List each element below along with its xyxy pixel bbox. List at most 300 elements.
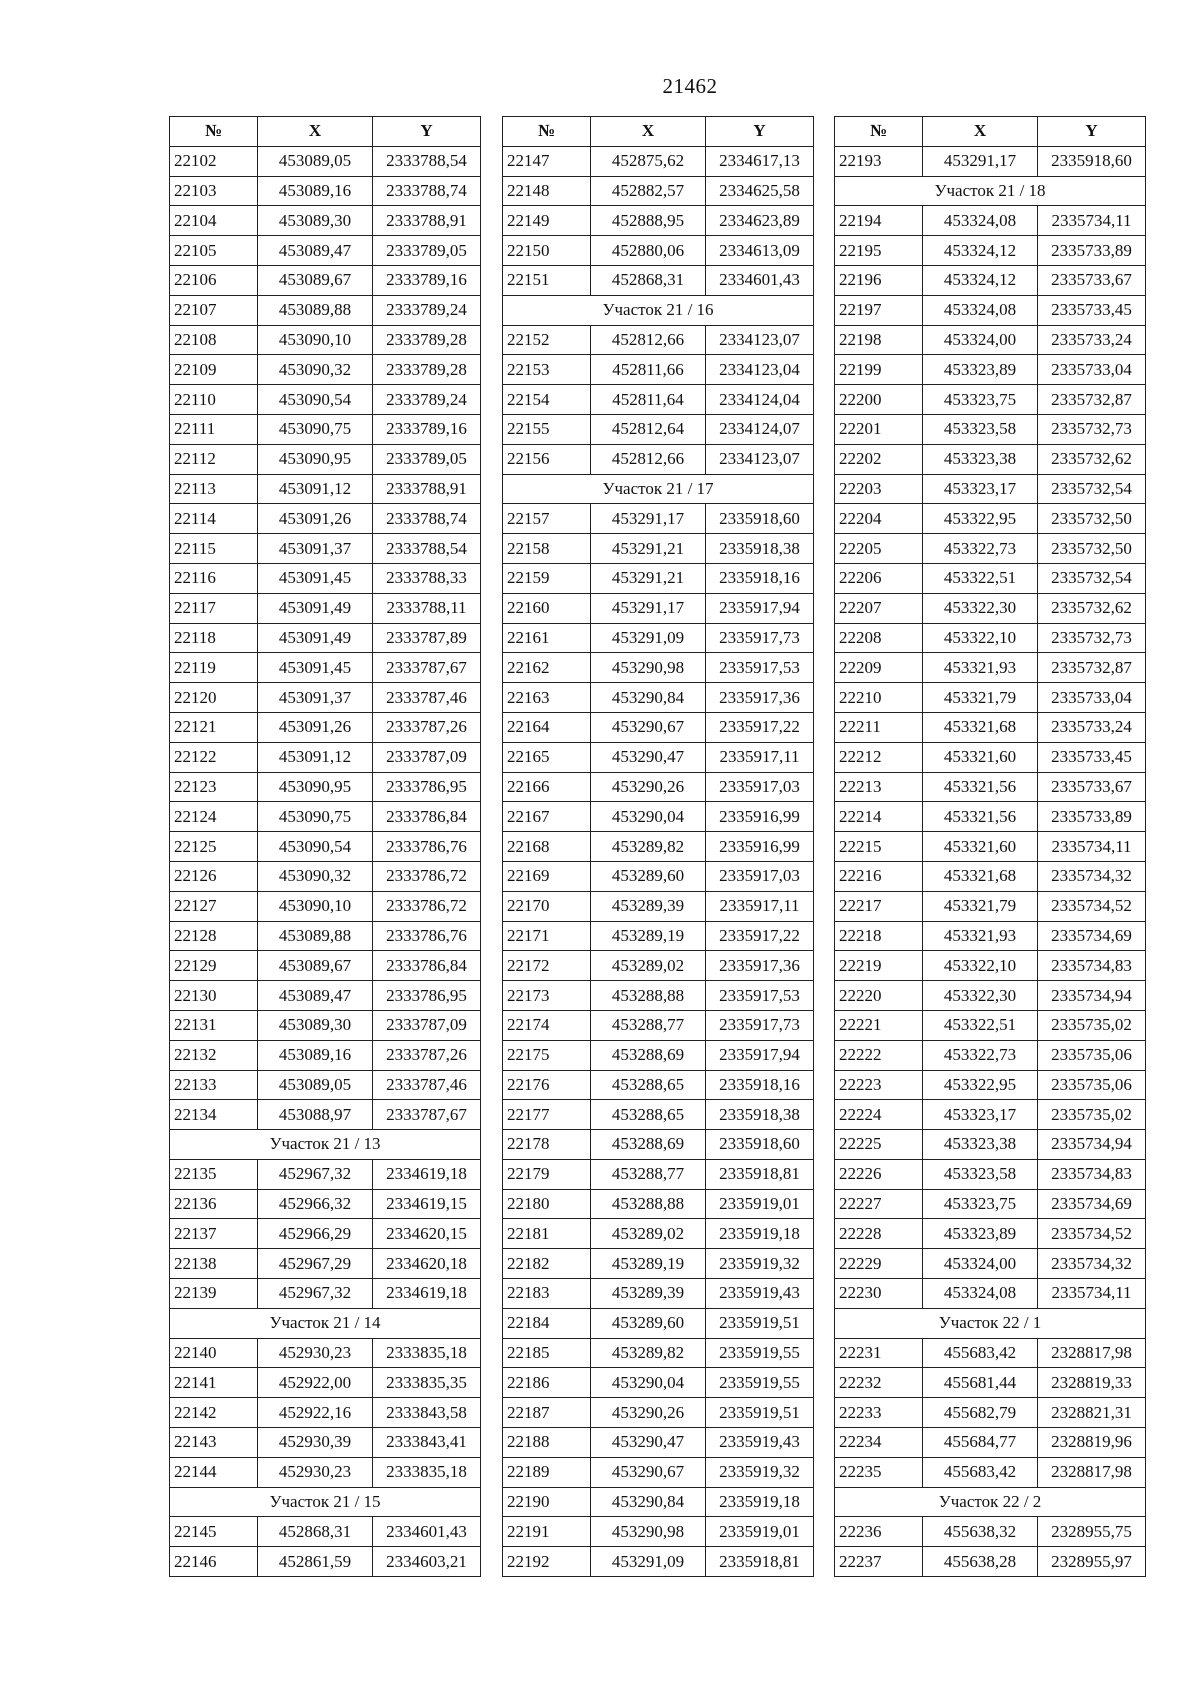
point-number-cell: 22207 (835, 593, 923, 623)
x-coordinate-cell: 452967,32 (258, 1159, 373, 1189)
point-number-cell: 22133 (170, 1070, 258, 1100)
y-coordinate-cell: 2334623,89 (706, 206, 814, 236)
point-number-cell: 22191 (503, 1517, 591, 1547)
table-row (503, 206, 814, 236)
header-number: № (503, 117, 591, 147)
y-coordinate-cell: 2335917,22 (706, 921, 814, 951)
x-coordinate-cell: 452930,23 (258, 1338, 373, 1368)
y-coordinate-cell: 2333788,74 (373, 504, 481, 534)
x-coordinate-cell: 453089,30 (258, 1010, 373, 1040)
point-number-cell: 22201 (835, 414, 923, 444)
table-row (835, 593, 1146, 623)
x-coordinate-cell: 453323,17 (923, 474, 1038, 504)
point-number-cell: 22226 (835, 1159, 923, 1189)
table-row (503, 1279, 814, 1309)
x-coordinate-cell: 453288,65 (591, 1100, 706, 1130)
x-coordinate-cell: 455681,44 (923, 1368, 1038, 1398)
point-number-cell: 22148 (503, 176, 591, 206)
header-x: X (258, 117, 373, 147)
point-number-cell: 22149 (503, 206, 591, 236)
point-number-cell: 22184 (503, 1308, 591, 1338)
y-coordinate-cell: 2335734,69 (1038, 1189, 1146, 1219)
section-title: Участок 21 / 15 (170, 1487, 481, 1517)
header-x: X (591, 117, 706, 147)
point-number-cell: 22183 (503, 1279, 591, 1309)
y-coordinate-cell: 2333788,91 (373, 474, 481, 504)
y-coordinate-cell: 2335734,83 (1038, 951, 1146, 981)
point-number-cell: 22234 (835, 1428, 923, 1458)
y-coordinate-cell: 2333789,05 (373, 444, 481, 474)
table-row (170, 593, 481, 623)
y-coordinate-cell: 2335919,32 (706, 1249, 814, 1279)
x-coordinate-cell: 452882,57 (591, 176, 706, 206)
y-coordinate-cell: 2334613,09 (706, 236, 814, 266)
point-number-cell: 22222 (835, 1040, 923, 1070)
table-row (503, 981, 814, 1011)
table-row (503, 1130, 814, 1160)
coordinates-table-middle (502, 116, 814, 1577)
y-coordinate-cell: 2333786,72 (373, 891, 481, 921)
point-number-cell: 22179 (503, 1159, 591, 1189)
table-row (503, 325, 814, 355)
y-coordinate-cell: 2335734,32 (1038, 861, 1146, 891)
x-coordinate-cell: 453324,00 (923, 1249, 1038, 1279)
table-row (503, 1040, 814, 1070)
x-coordinate-cell: 453288,88 (591, 981, 706, 1011)
point-number-cell: 22169 (503, 861, 591, 891)
table-row (170, 146, 481, 176)
section-title: Участок 21 / 14 (170, 1308, 481, 1338)
y-coordinate-cell: 2328819,96 (1038, 1428, 1146, 1458)
table-row (835, 563, 1146, 593)
y-coordinate-cell: 2335734,83 (1038, 1159, 1146, 1189)
y-coordinate-cell: 2335919,55 (706, 1338, 814, 1368)
x-coordinate-cell: 453322,10 (923, 951, 1038, 981)
x-coordinate-cell: 455684,77 (923, 1428, 1038, 1458)
section-title: Участок 22 / 2 (835, 1487, 1146, 1517)
point-number-cell: 22103 (170, 176, 258, 206)
y-coordinate-cell: 2333843,41 (373, 1428, 481, 1458)
table-row (835, 891, 1146, 921)
x-coordinate-cell: 453090,10 (258, 891, 373, 921)
table-row (503, 1428, 814, 1458)
point-number-cell: 22140 (170, 1338, 258, 1368)
y-coordinate-cell: 2335918,60 (706, 504, 814, 534)
point-number-cell: 22237 (835, 1547, 923, 1577)
table-row (170, 474, 481, 504)
point-number-cell: 22197 (835, 295, 923, 325)
section-title: Участок 21 / 17 (503, 474, 814, 504)
x-coordinate-cell: 453091,45 (258, 653, 373, 683)
point-number-cell: 22231 (835, 1338, 923, 1368)
table-row (835, 683, 1146, 713)
y-coordinate-cell: 2333789,05 (373, 236, 481, 266)
point-number-cell: 22200 (835, 385, 923, 415)
y-coordinate-cell: 2333789,16 (373, 414, 481, 444)
table-row (835, 355, 1146, 385)
table-row (835, 1010, 1146, 1040)
table-row (170, 1219, 481, 1249)
y-coordinate-cell: 2335918,16 (706, 563, 814, 593)
point-number-cell: 22110 (170, 385, 258, 415)
y-coordinate-cell: 2333786,95 (373, 772, 481, 802)
table-row (170, 802, 481, 832)
table-row (170, 563, 481, 593)
y-coordinate-cell: 2335732,87 (1038, 385, 1146, 415)
y-coordinate-cell: 2335734,11 (1038, 832, 1146, 862)
table-row (170, 1159, 481, 1189)
point-number-cell: 22171 (503, 921, 591, 951)
x-coordinate-cell: 453091,37 (258, 534, 373, 564)
y-coordinate-cell: 2333788,33 (373, 563, 481, 593)
header-number: № (835, 117, 923, 147)
x-coordinate-cell: 452875,62 (591, 146, 706, 176)
x-coordinate-cell: 453290,04 (591, 802, 706, 832)
point-number-cell: 22177 (503, 1100, 591, 1130)
section-row (503, 474, 814, 504)
x-coordinate-cell: 453322,73 (923, 1040, 1038, 1070)
y-coordinate-cell: 2334617,13 (706, 146, 814, 176)
table-row (503, 1010, 814, 1040)
y-coordinate-cell: 2335919,18 (706, 1219, 814, 1249)
x-coordinate-cell: 453090,54 (258, 385, 373, 415)
point-number-cell: 22151 (503, 265, 591, 295)
y-coordinate-cell: 2335732,73 (1038, 414, 1146, 444)
y-coordinate-cell: 2333787,09 (373, 742, 481, 772)
y-coordinate-cell: 2328821,31 (1038, 1398, 1146, 1428)
x-coordinate-cell: 453324,12 (923, 265, 1038, 295)
y-coordinate-cell: 2328817,98 (1038, 1338, 1146, 1368)
y-coordinate-cell: 2335734,69 (1038, 921, 1146, 951)
y-coordinate-cell: 2334124,07 (706, 414, 814, 444)
x-coordinate-cell: 453323,89 (923, 355, 1038, 385)
table-row (503, 802, 814, 832)
point-number-cell: 22165 (503, 742, 591, 772)
point-number-cell: 22159 (503, 563, 591, 593)
y-coordinate-cell: 2335734,52 (1038, 891, 1146, 921)
table-row (835, 861, 1146, 891)
y-coordinate-cell: 2334625,58 (706, 176, 814, 206)
table-row (835, 236, 1146, 266)
y-coordinate-cell: 2335732,62 (1038, 444, 1146, 474)
y-coordinate-cell: 2328817,98 (1038, 1457, 1146, 1487)
table-row (170, 742, 481, 772)
y-coordinate-cell: 2335917,94 (706, 1040, 814, 1070)
table-row (503, 951, 814, 981)
y-coordinate-cell: 2334124,04 (706, 385, 814, 415)
point-number-cell: 22119 (170, 653, 258, 683)
x-coordinate-cell: 453291,17 (591, 504, 706, 534)
point-number-cell: 22206 (835, 563, 923, 593)
point-number-cell: 22136 (170, 1189, 258, 1219)
y-coordinate-cell: 2333787,46 (373, 1070, 481, 1100)
x-coordinate-cell: 453291,09 (591, 623, 706, 653)
point-number-cell: 22205 (835, 534, 923, 564)
x-coordinate-cell: 453324,08 (923, 206, 1038, 236)
y-coordinate-cell: 2333787,46 (373, 683, 481, 713)
x-coordinate-cell: 453290,26 (591, 1398, 706, 1428)
x-coordinate-cell: 453290,84 (591, 1487, 706, 1517)
point-number-cell: 22195 (835, 236, 923, 266)
point-number-cell: 22137 (170, 1219, 258, 1249)
x-coordinate-cell: 453321,79 (923, 683, 1038, 713)
point-number-cell: 22166 (503, 772, 591, 802)
x-coordinate-cell: 453290,04 (591, 1368, 706, 1398)
coordinates-table-right (834, 116, 1146, 1577)
x-coordinate-cell: 453289,39 (591, 1279, 706, 1309)
table-row (503, 832, 814, 862)
y-coordinate-cell: 2328819,33 (1038, 1368, 1146, 1398)
x-coordinate-cell: 453289,82 (591, 832, 706, 862)
y-coordinate-cell: 2335918,81 (706, 1159, 814, 1189)
point-number-cell: 22218 (835, 921, 923, 951)
table-row (835, 325, 1146, 355)
table-row (170, 1279, 481, 1309)
x-coordinate-cell: 453089,67 (258, 265, 373, 295)
point-number-cell: 22138 (170, 1249, 258, 1279)
table-row (835, 802, 1146, 832)
point-number-cell: 22230 (835, 1279, 923, 1309)
page-number: 21462 (662, 74, 718, 98)
x-coordinate-cell: 453089,16 (258, 176, 373, 206)
point-number-cell: 22229 (835, 1249, 923, 1279)
table-row (170, 1070, 481, 1100)
point-number-cell: 22196 (835, 265, 923, 295)
y-coordinate-cell: 2333786,76 (373, 921, 481, 951)
table-row (835, 1219, 1146, 1249)
y-coordinate-cell: 2335733,24 (1038, 325, 1146, 355)
y-coordinate-cell: 2335733,89 (1038, 802, 1146, 832)
point-number-cell: 22111 (170, 414, 258, 444)
table-row (835, 1130, 1146, 1160)
x-coordinate-cell: 453291,21 (591, 534, 706, 564)
table-row (170, 1398, 481, 1428)
table-row (503, 236, 814, 266)
point-number-cell: 22175 (503, 1040, 591, 1070)
point-number-cell: 22152 (503, 325, 591, 355)
y-coordinate-cell: 2333788,11 (373, 593, 481, 623)
x-coordinate-cell: 453090,95 (258, 444, 373, 474)
point-number-cell: 22131 (170, 1010, 258, 1040)
y-coordinate-cell: 2334123,07 (706, 444, 814, 474)
x-coordinate-cell: 453322,30 (923, 981, 1038, 1011)
table-row (835, 1517, 1146, 1547)
y-coordinate-cell: 2335732,73 (1038, 623, 1146, 653)
header-x: X (923, 117, 1038, 147)
point-number-cell: 22189 (503, 1457, 591, 1487)
table-row (835, 742, 1146, 772)
table-row (503, 414, 814, 444)
point-number-cell: 22102 (170, 146, 258, 176)
table-row (835, 1040, 1146, 1070)
table-row (503, 593, 814, 623)
y-coordinate-cell: 2335918,81 (706, 1547, 814, 1577)
table-row (170, 295, 481, 325)
point-number-cell: 22122 (170, 742, 258, 772)
y-coordinate-cell: 2335919,18 (706, 1487, 814, 1517)
point-number-cell: 22146 (170, 1547, 258, 1577)
y-coordinate-cell: 2335732,54 (1038, 563, 1146, 593)
point-number-cell: 22213 (835, 772, 923, 802)
x-coordinate-cell: 452967,29 (258, 1249, 373, 1279)
x-coordinate-cell: 452888,95 (591, 206, 706, 236)
x-coordinate-cell: 452812,66 (591, 444, 706, 474)
y-coordinate-cell: 2335918,38 (706, 1100, 814, 1130)
section-row (170, 1487, 481, 1517)
point-number-cell: 22185 (503, 1338, 591, 1368)
x-coordinate-cell: 455683,42 (923, 1457, 1038, 1487)
table-row (835, 414, 1146, 444)
section-row (835, 176, 1146, 206)
point-number-cell: 22209 (835, 653, 923, 683)
x-coordinate-cell: 453291,09 (591, 1547, 706, 1577)
point-number-cell: 22223 (835, 1070, 923, 1100)
table-row (503, 1189, 814, 1219)
y-coordinate-cell: 2335733,67 (1038, 772, 1146, 802)
point-number-cell: 22129 (170, 951, 258, 981)
point-number-cell: 22221 (835, 1010, 923, 1040)
x-coordinate-cell: 453289,19 (591, 921, 706, 951)
point-number-cell: 22134 (170, 1100, 258, 1130)
table-row (503, 176, 814, 206)
x-coordinate-cell: 453288,65 (591, 1070, 706, 1100)
y-coordinate-cell: 2334619,18 (373, 1279, 481, 1309)
x-coordinate-cell: 453090,75 (258, 802, 373, 832)
y-coordinate-cell: 2335917,11 (706, 891, 814, 921)
x-coordinate-cell: 453291,17 (923, 146, 1038, 176)
x-coordinate-cell: 453291,21 (591, 563, 706, 593)
point-number-cell: 22170 (503, 891, 591, 921)
table-row (170, 653, 481, 683)
point-number-cell: 22233 (835, 1398, 923, 1428)
section-row (170, 1308, 481, 1338)
x-coordinate-cell: 453321,68 (923, 712, 1038, 742)
x-coordinate-cell: 452966,32 (258, 1189, 373, 1219)
y-coordinate-cell: 2335916,99 (706, 832, 814, 862)
point-number-cell: 22130 (170, 981, 258, 1011)
x-coordinate-cell: 452812,64 (591, 414, 706, 444)
table-row (503, 772, 814, 802)
x-coordinate-cell: 455638,28 (923, 1547, 1038, 1577)
point-number-cell: 22124 (170, 802, 258, 832)
x-coordinate-cell: 453288,77 (591, 1159, 706, 1189)
table-row (170, 355, 481, 385)
point-number-cell: 22125 (170, 832, 258, 862)
point-number-cell: 22139 (170, 1279, 258, 1309)
table-row (170, 1100, 481, 1130)
y-coordinate-cell: 2335735,06 (1038, 1040, 1146, 1070)
x-coordinate-cell: 452868,31 (258, 1517, 373, 1547)
point-number-cell: 22143 (170, 1428, 258, 1458)
y-coordinate-cell: 2335919,55 (706, 1368, 814, 1398)
table-row (170, 1517, 481, 1547)
y-coordinate-cell: 2333788,54 (373, 534, 481, 564)
point-number-cell: 22116 (170, 563, 258, 593)
table-row (835, 951, 1146, 981)
point-number-cell: 22141 (170, 1368, 258, 1398)
table-row (835, 206, 1146, 236)
table-row (503, 683, 814, 713)
point-number-cell: 22168 (503, 832, 591, 862)
y-coordinate-cell: 2328955,97 (1038, 1547, 1146, 1577)
point-number-cell: 22187 (503, 1398, 591, 1428)
y-coordinate-cell: 2335734,11 (1038, 206, 1146, 236)
x-coordinate-cell: 452868,31 (591, 265, 706, 295)
table-row (835, 1189, 1146, 1219)
table-row (170, 1368, 481, 1398)
table-row (170, 534, 481, 564)
point-number-cell: 22193 (835, 146, 923, 176)
point-number-cell: 22211 (835, 712, 923, 742)
header-y: Y (373, 117, 481, 147)
y-coordinate-cell: 2335734,32 (1038, 1249, 1146, 1279)
point-number-cell: 22203 (835, 474, 923, 504)
x-coordinate-cell: 453321,93 (923, 921, 1038, 951)
table-row (503, 653, 814, 683)
point-number-cell: 22158 (503, 534, 591, 564)
point-number-cell: 22192 (503, 1547, 591, 1577)
table-row (835, 534, 1146, 564)
x-coordinate-cell: 453288,69 (591, 1040, 706, 1070)
section-row (503, 295, 814, 325)
x-coordinate-cell: 453288,88 (591, 1189, 706, 1219)
table-row (503, 504, 814, 534)
table-row (503, 1368, 814, 1398)
y-coordinate-cell: 2333789,24 (373, 385, 481, 415)
header-y: Y (706, 117, 814, 147)
point-number-cell: 22112 (170, 444, 258, 474)
point-number-cell: 22121 (170, 712, 258, 742)
x-coordinate-cell: 453090,54 (258, 832, 373, 862)
table-row (835, 653, 1146, 683)
point-number-cell: 22204 (835, 504, 923, 534)
x-coordinate-cell: 453091,26 (258, 712, 373, 742)
table-row (170, 981, 481, 1011)
x-coordinate-cell: 453089,88 (258, 921, 373, 951)
y-coordinate-cell: 2335732,54 (1038, 474, 1146, 504)
y-coordinate-cell: 2333789,28 (373, 355, 481, 385)
table-row (503, 1338, 814, 1368)
point-number-cell: 22180 (503, 1189, 591, 1219)
x-coordinate-cell: 453322,95 (923, 1070, 1038, 1100)
x-coordinate-cell: 452811,66 (591, 355, 706, 385)
x-coordinate-cell: 453324,00 (923, 325, 1038, 355)
x-coordinate-cell: 452922,00 (258, 1368, 373, 1398)
x-coordinate-cell: 453089,47 (258, 981, 373, 1011)
point-number-cell: 22113 (170, 474, 258, 504)
section-row (170, 1130, 481, 1160)
coordinates-table-left (169, 116, 481, 1577)
x-coordinate-cell: 452880,06 (591, 236, 706, 266)
x-coordinate-cell: 455682,79 (923, 1398, 1038, 1428)
x-coordinate-cell: 453090,32 (258, 355, 373, 385)
y-coordinate-cell: 2334601,43 (373, 1517, 481, 1547)
table-row (835, 1100, 1146, 1130)
y-coordinate-cell: 2335917,53 (706, 653, 814, 683)
table-row (503, 1070, 814, 1100)
table-row (503, 1517, 814, 1547)
y-coordinate-cell: 2335732,50 (1038, 504, 1146, 534)
point-number-cell: 22126 (170, 861, 258, 891)
table-row (835, 385, 1146, 415)
table-row (835, 1279, 1146, 1309)
y-coordinate-cell: 2335916,99 (706, 802, 814, 832)
y-coordinate-cell: 2334123,07 (706, 325, 814, 355)
x-coordinate-cell: 453090,32 (258, 861, 373, 891)
x-coordinate-cell: 453290,47 (591, 1428, 706, 1458)
table-row (170, 832, 481, 862)
table-row (503, 742, 814, 772)
